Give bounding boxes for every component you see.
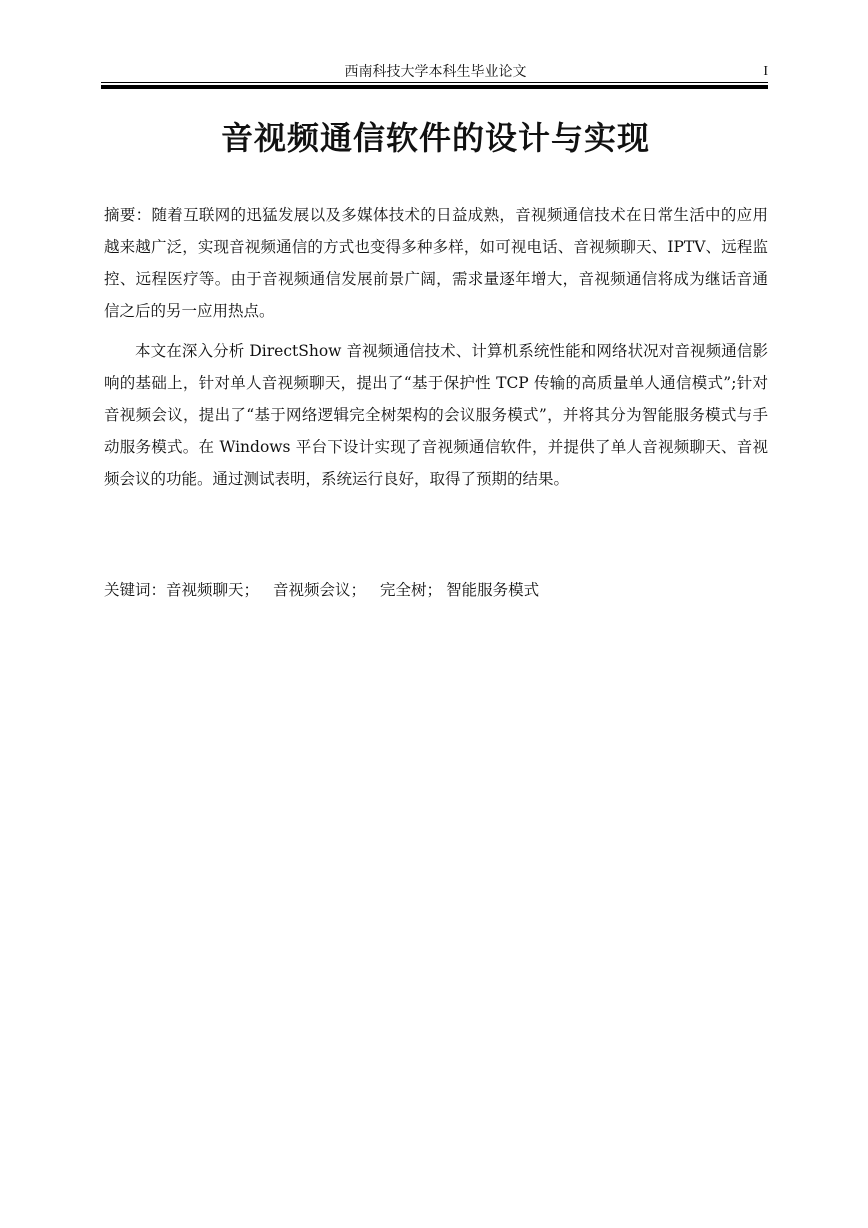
paper-title: 音视频通信软件的设计与实现 — [220, 119, 650, 157]
running-header — [103, 62, 768, 82]
keyword-3: 完全树； — [380, 581, 443, 599]
abstract-paragraph-2: 本文在深入分析 DirectShow 音视频通信技术、计算机系统性能和网络状况对音视频通信影响的基础上，针对单人音视频聊天，提出了“基于保护性 TCP 传输的高质量单人通信模式”;针对音视频会议，提出了“基于网络逻辑完全树架构的会议服务模式”，并将其分为智能服务模式与手动服务模式。在 Windows 平台下设计实现了音视频通信软件，并提供了单人音视频聊天、音视频会议的功能。通过测试表明，系统运行良好，取得了预期的结果。 — [104, 342, 768, 488]
abstract-label: 摘要： — [104, 206, 152, 224]
header-rule-thin — [101, 82, 768, 83]
keyword-1: 音视频聊天； — [166, 581, 260, 599]
header-title: 西南科技大学本科生毕业论文 — [344, 64, 527, 80]
header-rule-thick — [101, 85, 768, 89]
keyword-4: 智能服务模式 — [446, 581, 540, 599]
abstract-text-1: 随着互联网的迅猛发展以及多媒体技术的日益成熟，音视频通信技术在日常生活中的应用越来越广泛，实现音视频通信的方式也变得多种多样，如可视电话、音视频聊天、IPTV、远程监控、远程医疗等。由于音视频通信发展前景广阔，需求量逐年增大，音视频通信将成为继话音通信之后的另一应用热点。 — [104, 206, 768, 320]
keywords-label: 关键词： — [104, 581, 167, 599]
header-page-number: I — [763, 64, 768, 79]
abstract-paragraph-1 — [104, 199, 768, 327]
keywords-line — [104, 574, 768, 606]
keyword-2: 音视频会议； — [273, 581, 367, 599]
